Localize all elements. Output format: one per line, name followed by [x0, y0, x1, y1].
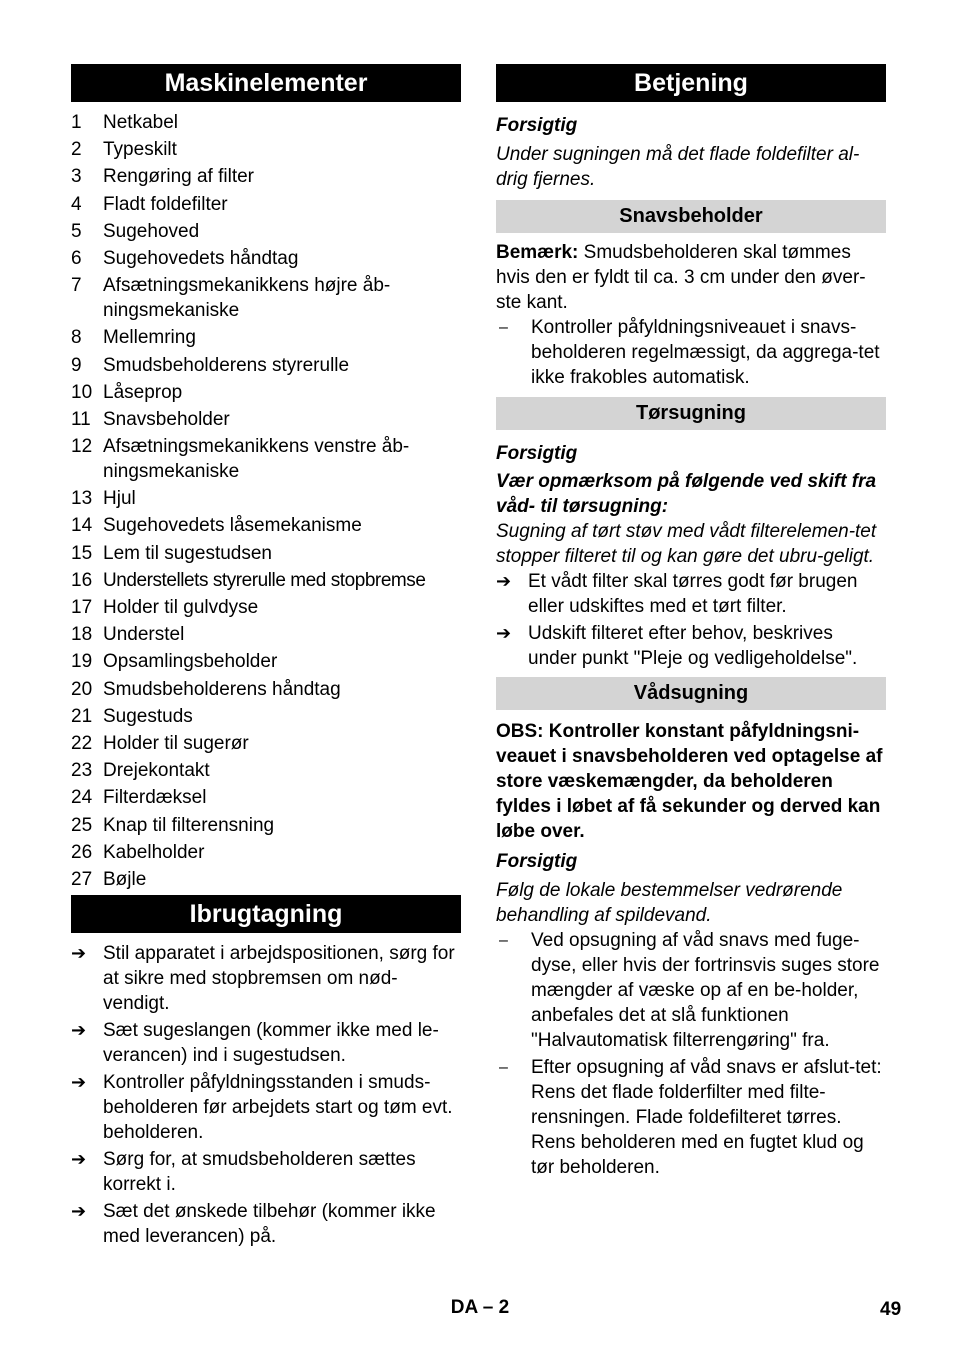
list-item: 9 Smudsbeholderens styrerulle [71, 354, 350, 376]
dry-vacuuming-heading: Tørsugning [496, 397, 886, 430]
commissioning-steps [71, 941, 461, 1249]
list-item: 12 Afsætningsmekanikkens venstre åb-ningsmekaniske [71, 436, 410, 483]
list-item: ➔ Et vådt filter skal tørres godt før brugen eller udskiftes med et tørt filter. [496, 571, 858, 617]
list-item: 21 Sugestuds [71, 705, 193, 727]
list-item: 23 Drejekontakt [71, 760, 210, 782]
list-item: 25 Knap til filterensning [71, 814, 275, 836]
list-item: 20 Smudsbeholderens håndtag [71, 678, 341, 700]
parts-list [71, 110, 461, 892]
list-item: 4 Fladt foldefilter [71, 193, 228, 215]
commissioning-heading: Ibrugtagning [71, 895, 461, 933]
list-item: ➔ Kontroller påfyldningsstanden i smuds-beholderen før arbejdets start og tøm evt. beholderen. [71, 1071, 453, 1143]
dash-bullet: – [499, 932, 508, 949]
list-item: 16 Understellets styrerulle med stopbremse [71, 569, 426, 591]
arrow-right-icon: ➔ [71, 1148, 87, 1169]
wet-vacuuming-heading: Vådsugning [496, 677, 886, 710]
machine-elements-heading: Maskinelementer [71, 64, 461, 102]
caution-text: Under sugningen må det flade foldefilter al-drig fjernes. [496, 144, 860, 190]
list-item: 19 Opsamlingsbeholder [71, 651, 278, 673]
list-item: 8 Mellemring [71, 327, 196, 349]
dry-vacuuming-steps [496, 569, 886, 671]
list-item: 11 Snavsbeholder [71, 408, 230, 430]
list-item: 5 Sugehoved [71, 220, 200, 242]
list-item: 1 Netkabel [71, 112, 178, 133]
list-item: 22 Holder til sugerør [71, 732, 249, 754]
dash-bullet: – [499, 1059, 508, 1076]
caution-text: Følg de lokale bestemmelser vedrørende behandling af spildevand. [496, 880, 843, 926]
left-column [71, 64, 461, 1251]
list-item: 26 Kabelholder [71, 841, 205, 863]
list-item: 3 Rengøring af filter [71, 166, 255, 188]
page-number: 49 [880, 1299, 902, 1320]
list-item: 24 Filterdæksel [71, 787, 207, 809]
list-item: – Ved opsugning af våd snavs med fuge-dyse, eller hvis der fortrinsvis suges store mængder af væske op af en be-holder, anbefales det at slå funktionen "Halvautomatisk filterrengøring" fra. [496, 928, 886, 1053]
list-item: ➔ Sæt det ønskede tilbehør (kommer ikke med leverancen) på. [71, 1200, 436, 1247]
list-item: ➔ Udskift filteret efter behov, beskrives under punkt "Pleje og vedligeholdelse". [496, 623, 858, 669]
list-item: ➔ Sørg for, at smudsbeholderen sættes korrekt i. [71, 1148, 416, 1195]
list-item: 13 Hjul [71, 488, 136, 510]
arrow-right-icon: ➔ [71, 1071, 87, 1092]
dash-bullet: – [499, 319, 508, 336]
arrow-right-icon: ➔ [71, 1200, 87, 1221]
dirt-container-heading: Snavsbeholder [496, 200, 886, 233]
wet-vacuuming-list [496, 928, 886, 1180]
list-item: 15 Lem til sugestudsen [71, 542, 272, 564]
caution-label: Forsigtig [496, 115, 578, 136]
note-paragraph [496, 240, 886, 315]
list-item: 18 Understel [71, 624, 185, 646]
footer-language-page: DA – 2 [450, 1297, 510, 1318]
list-item: 10 Låseprop [71, 381, 183, 403]
note-label: Bemærk: [496, 242, 579, 263]
list-item: 14 Sugehovedets låsemekanisme [71, 515, 362, 537]
caution-text: Sugning af tørt støv med vådt filterelemen-tet stopper filteret til og kan gøre det ubru-geligt. [496, 521, 877, 567]
note-text: Smudsbeholderen skal tømmes hvis den er fyldt til ca. 3 cm under den øver-ste kant. [496, 242, 866, 313]
operation-heading: Betjening [496, 64, 886, 102]
arrow-right-icon: ➔ [496, 623, 512, 643]
list-item: 2 Typeskilt [71, 139, 177, 161]
list-item: ➔ Stil apparatet i arbejdspositionen, sørg for at sikre med stopbremsen om nød-vendigt. [71, 942, 455, 1014]
list-item: 17 Holder til gulvdyse [71, 597, 259, 618]
obs-paragraph: OBS: Kontroller konstant påfyldningsni-veauet i snavsbeholderen ved optagelse af store væskemængder, da beholderen fyldes i løbet af få sekunder og derved kan løbe over. [496, 721, 883, 842]
list-item: 6 Sugehovedets håndtag [71, 247, 299, 269]
dirt-container-list [496, 315, 886, 390]
list-item: ➔ Sæt sugeslangen (kommer ikke med le-verancen) ind i sugestudsen. [71, 1019, 439, 1066]
arrow-right-icon: ➔ [496, 571, 512, 591]
arrow-right-icon: ➔ [71, 942, 87, 963]
list-item: – Efter opsugning af våd snavs er afslut-tet: Rens det flade folderfilter med filte-rensningen. Flade foldefilteret tørres. Rens beholderen med en fugtet klud og tør beholderen. [496, 1055, 886, 1180]
list-item: 7 Afsætningsmekanikkens højre åb-ningsmekaniske [71, 275, 391, 322]
right-column [496, 64, 886, 1182]
arrow-right-icon: ➔ [71, 1019, 87, 1040]
caution-label: Forsigtig [496, 443, 578, 464]
list-item: – Kontroller påfyldningsniveauet i snavs-beholderen regelmæssigt, da aggrega-tet ikke frakobles automatisk. [496, 315, 886, 390]
caution-label: Forsigtig [496, 851, 578, 872]
list-item: 27 Bøjle [71, 868, 147, 890]
caution-bold-text: Vær opmærksom på følgende ved skift fra våd- til tørsugning: [496, 471, 877, 517]
